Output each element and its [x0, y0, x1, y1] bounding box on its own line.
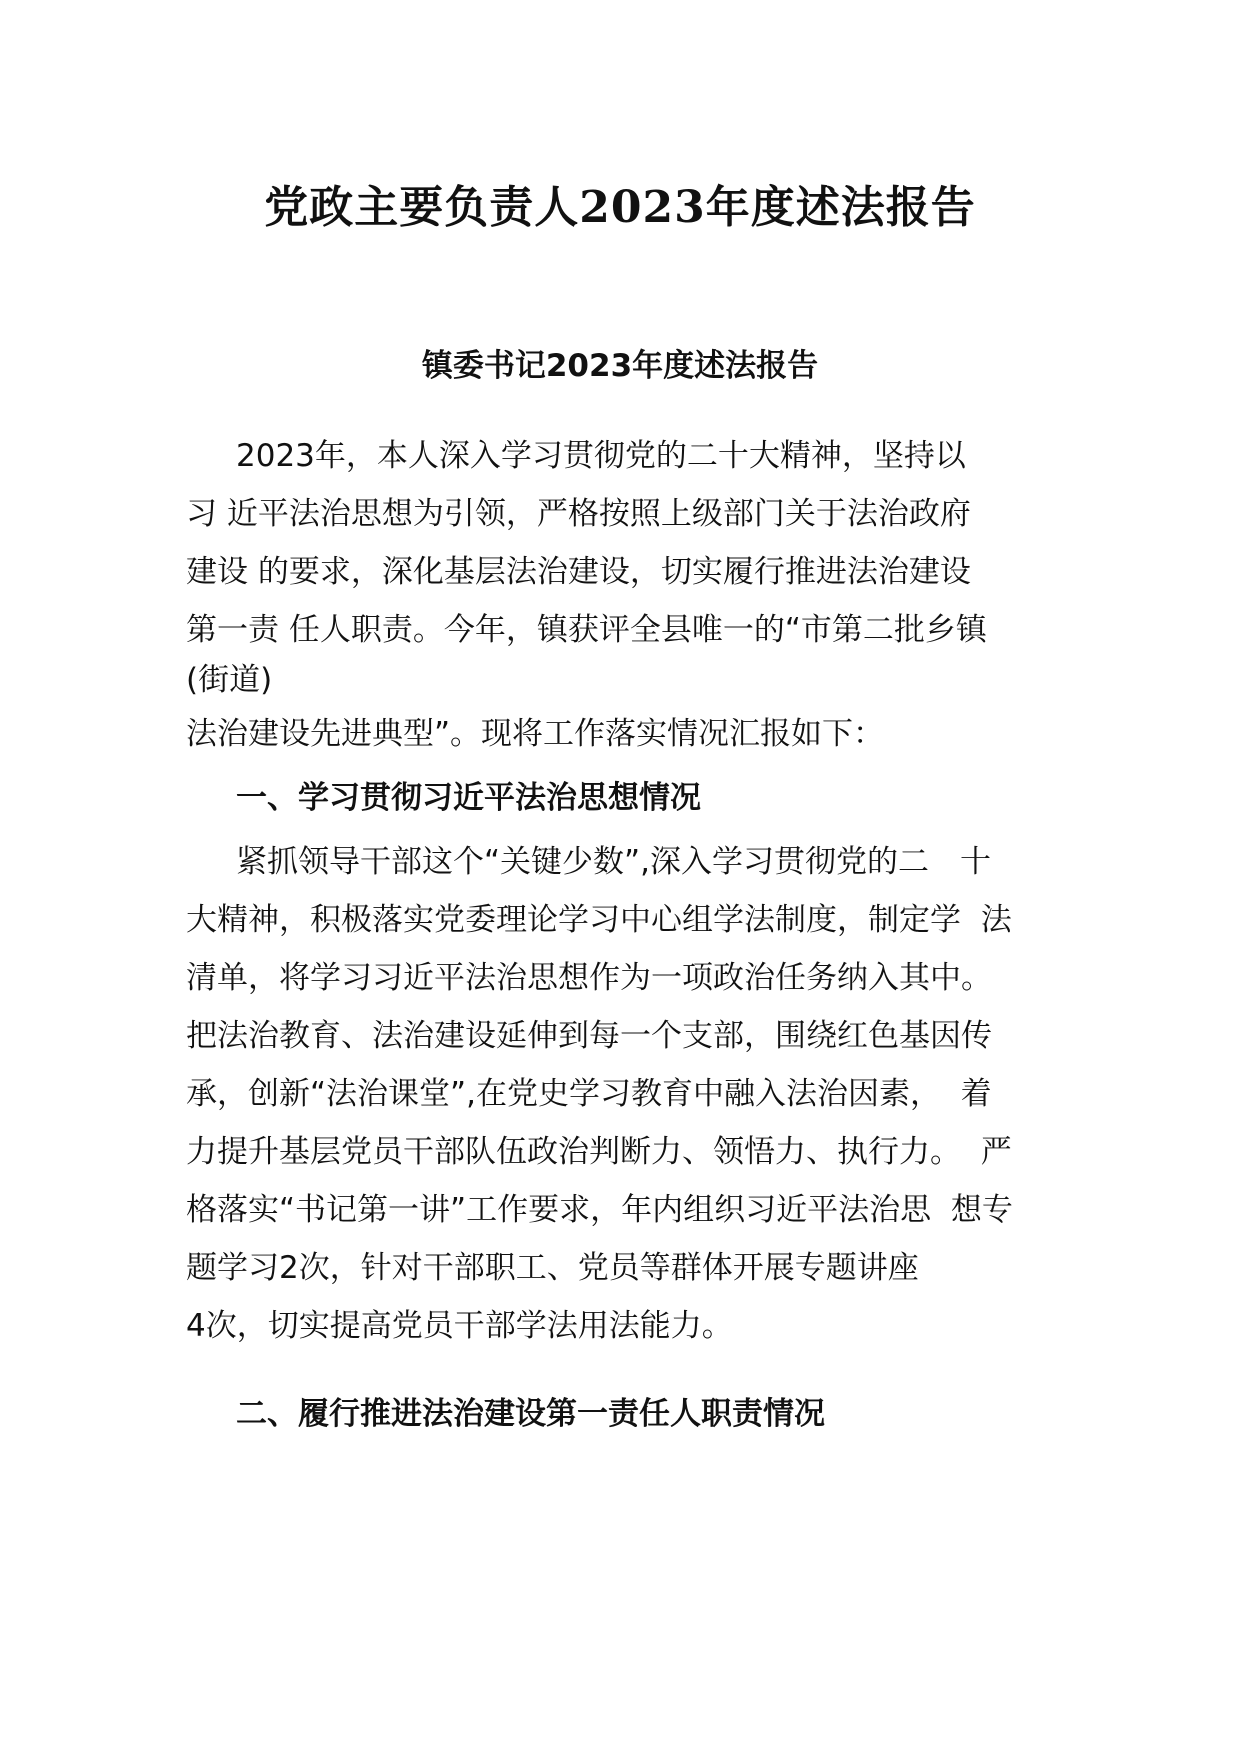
- intro-line: 习 近平法治思想为引领，严格按照上级部门关于法治政府: [186, 496, 971, 532]
- section-heading: 二、履行推进法治建设第一责任人职责情况: [236, 1396, 825, 1432]
- section1-line: 承，创新“法治课堂”,在党史学习教育中融入法治因素， 着: [186, 1076, 992, 1112]
- section1-line: 力提升基层党员干部队伍政治判断力、领悟力、执行力。 严: [186, 1134, 1012, 1170]
- section1-line: 把法治教育、法治建设延伸到每一个支部，围绕红色基因传: [186, 1018, 992, 1054]
- section1-line: 题学习2次，针对干部职工、党员等群体开展专题讲座: [186, 1250, 919, 1286]
- section1-line: 格落实“书记第一讲”工作要求，年内组织习近平法治思 想专: [186, 1192, 1013, 1228]
- intro-line: 2023年，本人深入学习贯彻党的二十大精神，坚持以: [236, 438, 966, 474]
- section1-line: 大精神，积极落实党委理论学习中心组学法制度，制定学 法: [186, 902, 1012, 938]
- section1-line: 4次，切实提高党员干部学法用法能力。: [186, 1308, 733, 1344]
- section1-line: 紧抓领导干部这个“关键少数”,深入学习贯彻党的二 十: [236, 844, 991, 880]
- intro-line: 第一责 任人职责。今年，镇获评全县唯一的“市第二批乡镇: [186, 612, 987, 648]
- section1-line: 清单，将学习习近平法治思想作为一项政治任务纳入其中。: [186, 960, 992, 996]
- section-heading: 一、学习贯彻习近平法治思想情况: [236, 780, 701, 816]
- intro-line: (街道): [186, 662, 273, 698]
- document-subtitle: 镇委书记2023年度述法报告: [421, 348, 819, 384]
- document-title: 党政主要负责人2023年度述法报告: [264, 182, 976, 233]
- intro-line: 建设 的要求，深化基层法治建设，切实履行推进法治建设: [186, 554, 971, 590]
- intro-line: 法治建设先进典型”。现将工作落实情况汇报如下：: [186, 716, 885, 752]
